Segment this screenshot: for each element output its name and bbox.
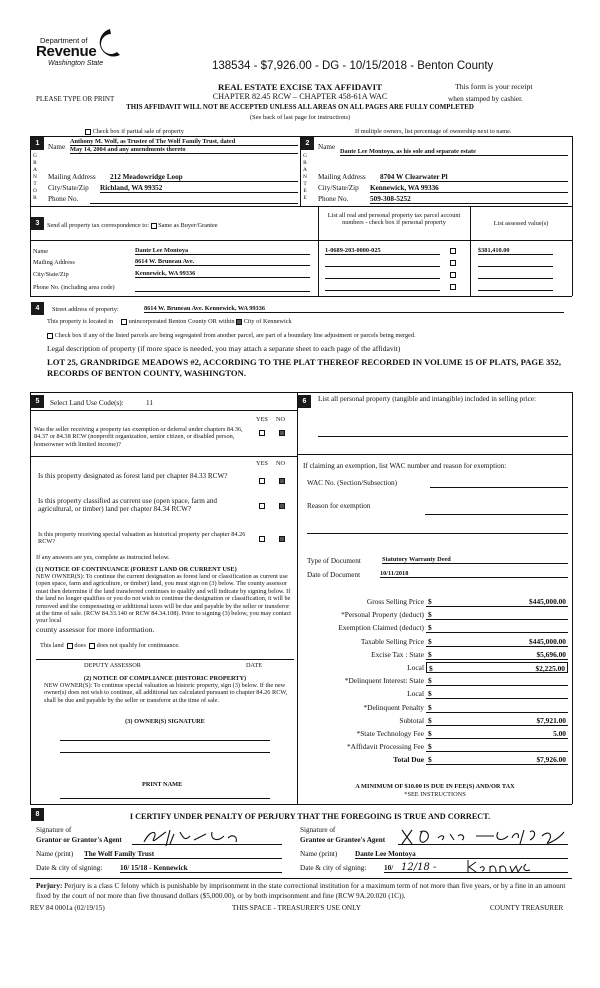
tax-row [300, 728, 570, 741]
print-name-line[interactable] [60, 798, 270, 799]
form-chapter: CHAPTER 82.45 RCW – CHAPTER 458-61A WAC [212, 92, 388, 101]
tax-row-field[interactable] [426, 596, 568, 607]
tax-row-dollar: $ [428, 742, 432, 752]
corr-name-label: Name [33, 248, 49, 255]
q3-text: Is this property classified as current use (open space, farm and agricultural, or timber) land per chapter 84.34 RCW? [38, 497, 218, 514]
q2-no-checkbox[interactable] [279, 478, 285, 484]
parcel-4-personal-checkbox[interactable] [450, 284, 456, 290]
if-yes-note: If any answers are yes, complete as instructed below. [36, 554, 170, 561]
form-title: REAL ESTATE EXCISE TAX AFFIDAVIT [218, 82, 382, 92]
doc-date-value[interactable]: 10/11/2018 [380, 570, 568, 578]
segregated-checkbox[interactable] [47, 333, 53, 339]
assessed-value-1[interactable]: $381,410.00 [478, 247, 553, 255]
assessed-value-3[interactable] [478, 278, 553, 279]
tax-row-field[interactable] [426, 702, 568, 713]
grantor-sig-label2: Grantor or Grantor's Agent [36, 836, 122, 844]
grantee-date-handwritten: 12/18 - [400, 862, 437, 873]
recording-stamp: 138534 - $7,926.00 - DG - 10/15/2018 - Benton County [212, 60, 494, 72]
grantee-signature-field[interactable] [398, 844, 568, 845]
owner-signature-line1[interactable] [60, 740, 270, 741]
tax-row-value: 5.00 [553, 728, 566, 738]
agency-line1: Department of [40, 36, 88, 45]
tax-row-label: Excise Tax : State [371, 649, 424, 659]
see-instructions: *SEE INSTRUCTIONS [404, 791, 466, 798]
grantor-signature-field[interactable] [132, 844, 282, 845]
tax-row [300, 609, 570, 622]
no-header-1: NO [276, 416, 286, 423]
parcel-number-1[interactable]: 1-0689-203-0000-025 [325, 247, 440, 255]
grantor-date-value[interactable]: 10/ 15/18 - Kennewick [120, 864, 282, 873]
tax-row-dollar: $ [428, 755, 432, 765]
q4-text: Is this property receiving special valuation as historical property per chapter 84.26 RCW? [38, 531, 246, 546]
legal-description[interactable]: LOT 25, GRANDRIDGE MEADOWS #2, ACCORDING TO THE PLAT THEREOF RECORDED IN VOLUME 15 OF PLATS, PAGE 352, RECORDS OF BENTON COUNTY, WASHINGTON. [47, 357, 562, 378]
doc-date-label: Date of Document [307, 571, 361, 579]
same-as-grantee-checkbox[interactable] [151, 223, 157, 229]
grantee-date-prefix: 10/ [384, 864, 394, 872]
tax-row-field[interactable] [426, 754, 568, 765]
tax-row-dollar: $ [428, 623, 432, 633]
grantee-mail-value[interactable]: 8704 W Clearwater Pl [380, 173, 568, 182]
tax-row-label: Gross Selling Price [366, 597, 424, 606]
tax-row [300, 675, 570, 688]
grantor-phone-field[interactable] [90, 203, 298, 204]
tax-row-value: $445,000.00 [529, 597, 566, 606]
street-label: Street address of property: [52, 306, 119, 313]
doc-type-value[interactable]: Statutory Warranty Deed [382, 556, 568, 564]
continuance-row: This land does does not qualify for continuance. [40, 642, 180, 649]
partial-sale-checkbox[interactable] [85, 129, 91, 135]
reason-label: Reason for exemption [307, 502, 371, 510]
tax-row-value: $2,225.00 [535, 663, 565, 673]
grantee-date-label: Date & city of signing: [300, 864, 367, 872]
yes-header-1: YES [256, 416, 268, 423]
partial-sale-label: Check box if partial sale of property [92, 128, 184, 135]
grantee-name-print-label: Name (print) [300, 850, 338, 858]
tax-row-label: Local [407, 689, 424, 699]
section-1-badge: 1 [31, 137, 44, 150]
section-4-badge: 4 [31, 302, 44, 315]
tax-row [300, 662, 570, 675]
grantee-signature-image [398, 824, 568, 848]
personal-property-line[interactable] [318, 436, 568, 437]
q2-text: Is this property designated as forest land per chapter 84.33 RCW? [38, 472, 228, 480]
tax-row-label: Subtotal [399, 715, 424, 725]
tax-row-dollar: $ [428, 702, 432, 712]
section-6-badge: 6 [298, 395, 311, 408]
corr-phone-field[interactable] [135, 291, 310, 292]
tax-row-label: Total Due [393, 755, 424, 765]
tax-row-field[interactable] [426, 622, 568, 633]
tax-row-field[interactable] [426, 649, 568, 660]
treasurer-use: THIS SPACE - TREASURER'S USE ONLY [232, 904, 361, 912]
assessed-header: List assessed value(s) [493, 220, 549, 227]
grantor-name-print-label: Name (print) [36, 850, 74, 858]
grantor-name-line2[interactable]: May 14, 2004 and any amendments thereto [70, 146, 298, 154]
print-name-label: PRINT NAME [142, 781, 183, 788]
grantee-city-label: City/State/Zip [318, 184, 359, 192]
corr-city-label: City/State/Zip [33, 271, 69, 278]
grantee-sig-label1: Signature of [300, 826, 336, 834]
dor-logo [34, 26, 130, 73]
tax-row-label: *Personal Property (deduct) [341, 610, 424, 620]
minimum-note: A MINIMUM OF $10.00 IS DUE IN FEE(S) AND/OR TAX [355, 783, 515, 790]
tax-row-label: *Affidavit Processing Fee [346, 742, 424, 752]
tax-row-value: $7,926.00 [536, 755, 566, 765]
section-8-badge: 8 [31, 808, 44, 821]
legal-intro: Legal description of property (if more space is needed, you may attach a separate sheet to each page of the affidavit) [47, 344, 401, 353]
personal-property-label: List all personal property (tangible and intangible) included in selling price: [318, 395, 536, 403]
grantee-mail-label: Mailing Address [318, 173, 366, 181]
grantor-city-value[interactable]: Richland, WA 99352 [100, 184, 298, 193]
perjury-label: Perjury: [36, 882, 63, 890]
certify-title: I CERTIFY UNDER PENALTY OF PERJURY THAT THE FOREGOING IS TRUE AND CORRECT. [129, 812, 491, 821]
tax-row [300, 702, 570, 715]
grantee-sig-label2: Grantee or Grantee's Agent [300, 836, 386, 844]
grantee-name-label: Name [318, 143, 336, 151]
grantor-name-label: Name [48, 143, 66, 151]
uninc-label: unincorporated Benton County OR within [128, 318, 235, 325]
notice3-title: (3) OWNER(S) SIGNATURE [125, 718, 205, 725]
assessed-value-4[interactable] [478, 290, 553, 291]
grantee-city-handwritten [464, 858, 534, 874]
parcel-header: List all real and personal property tax parcel account numbers - check box if personal property [327, 212, 461, 227]
tax-row-label: *State Technology Fee [356, 728, 424, 738]
multiple-owners-note: If multiple owners, list percentage of ownership next to name. [355, 128, 512, 135]
grantor-date-label: Date & city of signing: [36, 864, 103, 872]
no-header-2: NO [276, 460, 286, 467]
parcel-1-personal-checkbox[interactable] [450, 248, 456, 254]
receipt-line2: when stamped by cashier. [448, 94, 523, 103]
tax-row-field[interactable] [426, 636, 568, 647]
grantee-city-value[interactable]: Kennewick, WA 99336 [370, 184, 568, 193]
tax-row-label: Taxable Selling Price [360, 636, 424, 646]
notice2-title: (2) NOTICE OF COMPLIANCE (HISTORIC PROPERTY) [83, 675, 247, 682]
tax-row [300, 596, 570, 609]
tax-row-field[interactable] [426, 675, 568, 686]
form-revision: REV 84 0001a (02/19/15) [30, 904, 105, 912]
grantee-phone-label: Phone No. [318, 195, 349, 203]
deputy-signature-line[interactable] [36, 659, 294, 660]
segregated-label: Check box if any of the listed parcels are being segregated from another parcel, are part of a boundary line adjustment or parcels being merged. [54, 332, 416, 339]
tax-row [300, 636, 570, 649]
grantor-name-print-value[interactable]: The Wolf Family Trust [84, 850, 282, 859]
landuse-code[interactable]: 11 [146, 399, 153, 407]
reason-field[interactable] [425, 514, 568, 515]
q1-no-checkbox[interactable] [279, 430, 285, 436]
exemption-intro: If claiming an exemption, list WAC number and reason for exemption: [303, 462, 507, 470]
grantor-sig-label1: Signature of [36, 826, 72, 834]
assessed-value-2[interactable] [478, 266, 553, 267]
tax-row [300, 715, 570, 728]
agency-line3: Washington State [48, 60, 104, 67]
does-not-checkbox[interactable] [89, 643, 95, 649]
tax-row-field[interactable] [426, 609, 568, 620]
city-label: City of Kennewick [243, 318, 292, 325]
tax-row-field[interactable] [426, 728, 568, 739]
tax-row-field[interactable] [426, 662, 568, 673]
landuse-label: Select Land Use Code(s): [50, 399, 124, 407]
city-checkbox[interactable] [236, 319, 242, 325]
unincorporated-checkbox[interactable] [121, 319, 127, 325]
parcel-number-3[interactable] [325, 278, 440, 279]
receipt-line1: This form is your receipt [455, 82, 533, 91]
q4-no-checkbox[interactable] [279, 536, 285, 542]
wac-label: WAC No. (Section/Subsection) [307, 479, 398, 487]
tax-row-dollar: $ [428, 676, 432, 686]
tax-row-label: *Delinquent Penalty [363, 702, 424, 712]
grantor-city-label: City/State/Zip [48, 184, 89, 192]
yes-header-2: YES [256, 460, 268, 467]
parcel-2-personal-checkbox[interactable] [450, 260, 456, 266]
notice1-title: (1) NOTICE OF CONTINUANCE (FOREST LAND OR CURRENT USE) [36, 566, 237, 573]
grantee-phone-value[interactable]: 509-308-5252 [370, 195, 568, 204]
tax-row-field[interactable] [426, 741, 568, 752]
corr-name-value[interactable]: Dante Lee Montoya [135, 247, 310, 255]
tax-row [300, 649, 570, 662]
tax-row-field[interactable] [426, 688, 568, 699]
grantor-name-line1[interactable]: Anthony M. Wolf, as Trustee of The Wolf Family Trust, dated [70, 138, 298, 146]
q2-yes-checkbox[interactable] [259, 478, 265, 484]
street-value[interactable]: 8614 W. Bruneau Ave. Kennewick, WA 99336 [144, 305, 564, 313]
grantor-phone-label: Phone No. [48, 195, 79, 203]
partial-sale-row [85, 128, 184, 135]
located-row [47, 318, 292, 325]
q1-text: Was the seller receiving a property tax exemption or deferral under chapters 84.36, 84.37 or 84.38 RCW (nonprofit organization, senior citizen, or disabled person, homeowner with limited income)? [34, 426, 243, 448]
perjury-text: Perjury is a class C felony which is punishable by imprisonment in the state correctional institution for a maximum term of not more than five years, or by a fine in an amount fixed by the court of not more than five thousand dollars ($5,000.00), or by both imprisonment and fine (RCW 9A.20.020 (1C)). [36, 882, 566, 900]
tax-row-dollar: $ [428, 610, 432, 620]
section-3-badge: 3 [31, 217, 44, 230]
corr-mail-value[interactable]: 8614 W. Bruneau Ave. [135, 258, 310, 266]
q1-yes-checkbox[interactable] [259, 430, 265, 436]
q3-no-checkbox[interactable] [279, 503, 285, 509]
q4-yes-checkbox[interactable] [259, 536, 265, 542]
grantor-mail-value[interactable]: 212 Meadowridge Loop [110, 173, 298, 182]
tax-row-dollar: $ [428, 636, 432, 646]
tax-row-dollar: $ [428, 728, 432, 738]
parcel-3-personal-checkbox[interactable] [450, 272, 456, 278]
grantor-signature-image [140, 826, 260, 848]
tax-row-dollar: $ [429, 663, 433, 673]
deputy-label: DEPUTY ASSESSOR [84, 662, 141, 669]
section-2-badge: 2 [301, 137, 314, 150]
tax-row-label: Local [407, 662, 424, 672]
see-back: (See back of last page for instructions) [249, 114, 351, 121]
tax-row [300, 622, 570, 635]
corr-mail-label: Mailing Address [33, 259, 75, 266]
located-label: This property is located in [47, 318, 114, 325]
doc-type-label: Type of Document [307, 557, 361, 565]
tax-row-label: Exemption Claimed (deduct) [338, 623, 424, 633]
q3-yes-checkbox[interactable] [259, 503, 265, 509]
tax-row-dollar: $ [428, 597, 432, 606]
tax-row [300, 688, 570, 701]
corr-label: Send all property tax correspondence to: Same as Buyer/Grantee [47, 222, 218, 229]
tax-row [300, 754, 570, 767]
tax-row-value: $7,921.00 [536, 715, 566, 725]
corr-city-value[interactable]: Kennewick, WA 99336 [135, 270, 310, 278]
section-5-badge: 5 [31, 395, 44, 408]
parcel-number-4[interactable] [325, 290, 440, 291]
grantee-name-print-value[interactable]: Dante Lee Montoya [355, 850, 568, 859]
segregated-row [47, 332, 567, 339]
notice2-text: NEW OWNER(S): To continue special valuation as historic property, sign (3) below. If the new owner(s) does not wish to continue, all additional tax calculated pursuant to chapter 84.26 RCW, shall be due and payable by the seller or transferor at the time of sale. [44, 682, 288, 704]
tax-row-dollar: $ [428, 689, 432, 699]
grantor-mail-label: Mailing Address [48, 173, 96, 181]
deputy-date-label: DATE [246, 662, 263, 669]
perjury-notice [36, 881, 568, 901]
notice1-county: county assessor for more information. [36, 625, 155, 634]
tax-row-field[interactable] [426, 715, 568, 726]
corr-phone-label: Phone No. (including area code) [33, 284, 115, 291]
notice1-text: NEW OWNER(S): To continue the current designation as forest land or classification as current use (open space, farm and agriculture, or timber) land, you must sign on (3) below. The county assessor must then determine if the land transferred continues to qualify and will indicate by signing below. If the land no longer qualifies or you do not wish to continue the designation or classification, it will be removed and the compensating or additional taxes will be due and payable by the seller or transferor at the time of sale. (RCW 84.33.140 or RCW 84.34.108). Prior to signing (3) below, you may contact your local [36, 573, 292, 625]
tax-row-dollar: $ [428, 715, 432, 725]
not-accepted-notice: THIS AFFIDAVIT WILL NOT BE ACCEPTED UNLESS ALL AREAS ON ALL PAGES ARE FULLY COMPLETED [126, 104, 474, 111]
grantee-date-field[interactable] [384, 864, 568, 873]
county-treasurer: COUNTY TREASURER [490, 904, 564, 912]
tax-row-label: *Delinquent Interest: State [344, 676, 424, 686]
tax-row-value: $5,696.00 [536, 649, 566, 659]
tax-row-value: $445,000.00 [529, 636, 566, 646]
wac-field[interactable] [430, 487, 568, 488]
tax-calculation-table [300, 596, 570, 767]
tax-row [300, 741, 570, 754]
please-type: PLEASE TYPE OR PRINT [36, 95, 115, 103]
does-checkbox[interactable] [67, 643, 73, 649]
agency-line2: Revenue [36, 43, 97, 60]
grantee-name-value[interactable]: Dante Lee Montoya, as his sole and separate estate [340, 148, 568, 156]
tax-row-dollar: $ [428, 649, 432, 659]
reason-field-2[interactable] [307, 533, 568, 534]
parcel-number-2[interactable] [325, 266, 440, 267]
owner-signature-line2[interactable] [60, 752, 270, 753]
